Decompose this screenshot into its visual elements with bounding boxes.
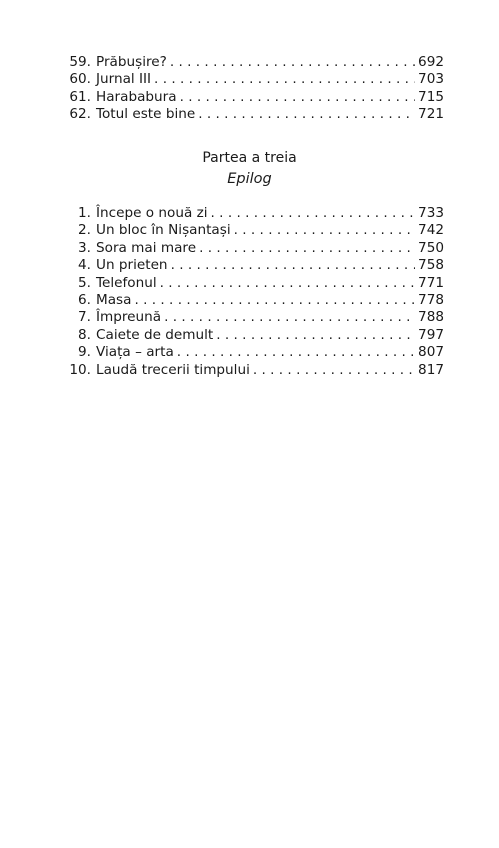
toc-entry [62,240,444,257]
dot-leader [199,240,415,257]
entry-title: Jurnal III [96,71,152,88]
dot-leader [160,275,415,292]
toc-list-bottom [62,205,444,379]
dot-leader [170,54,415,71]
toc-entry [62,292,444,309]
entry-page: 797 [418,326,444,343]
toc-entry [62,362,444,379]
entry-title: Masa [96,291,132,308]
toc-entry [62,257,444,274]
entry-page: 715 [418,88,444,105]
entry-number: 2. [78,222,91,239]
toc-entry [62,275,444,292]
entry-title: Un prieten [96,257,168,274]
entry-title: Prăbușire? [96,54,167,70]
entry-page: 733 [418,205,444,221]
toc-entry [62,89,444,106]
dot-leader [177,344,415,361]
toc-entry [62,71,444,88]
dot-leader [253,362,415,379]
entry-number: 8. [78,326,91,343]
entry-number: 61. [69,88,91,105]
part-title: Partea a treia [202,150,297,166]
toc-list-top [62,54,444,124]
entry-number: 5. [78,274,91,291]
entry-page: 758 [418,257,444,274]
entry-title: Caiete de demult [96,326,214,343]
entry-number: 3. [78,239,91,256]
entry-title: Sora mai mare [96,239,197,256]
toc-entry [62,222,444,239]
entry-number: 1. [78,205,91,221]
toc-entry [62,106,444,123]
entry-number: 4. [78,257,91,274]
entry-number: 59. [69,54,91,70]
entry-number: 10. [69,361,91,378]
entry-title: Laudă trecerii timpului [96,361,250,378]
entry-number: 9. [78,344,91,361]
entry-number: 62. [69,106,91,123]
entry-number: 6. [78,291,91,308]
entry-page: 703 [418,71,444,88]
toc-entry [62,327,444,344]
entry-title: Un bloc în Nișantași [96,222,231,239]
toc-entry [62,309,444,326]
dot-leader [234,222,415,239]
entry-page: 692 [418,54,444,70]
dot-leader [211,205,416,222]
toc-entry [62,54,444,71]
entry-page: 788 [418,309,444,326]
dot-leader [180,89,415,106]
entry-page: 721 [418,106,444,123]
dot-leader [154,71,415,88]
entry-title: Împreună [96,309,162,326]
entry-title: Harababura [96,88,177,105]
entry-title: Totul este bine [96,106,196,123]
entry-page: 742 [418,222,444,239]
entry-page: 778 [418,291,444,308]
part-subtitle: Epilog [227,171,272,187]
entry-title: Începe o nouă zi [96,205,208,221]
dot-leader [198,106,415,123]
dot-leader [134,292,415,309]
dot-leader [164,309,415,326]
dot-leader [216,327,415,344]
entry-title: Viața – arta [96,344,174,361]
toc-entry [62,344,444,361]
toc-entry [62,205,444,222]
dot-leader [171,257,415,274]
entry-title: Telefonul [96,274,157,291]
entry-number: 60. [69,71,91,88]
entry-page: 807 [418,344,444,361]
entry-page: 771 [418,274,444,291]
entry-page: 750 [418,239,444,256]
entry-number: 7. [78,309,91,326]
entry-page: 817 [418,361,444,378]
